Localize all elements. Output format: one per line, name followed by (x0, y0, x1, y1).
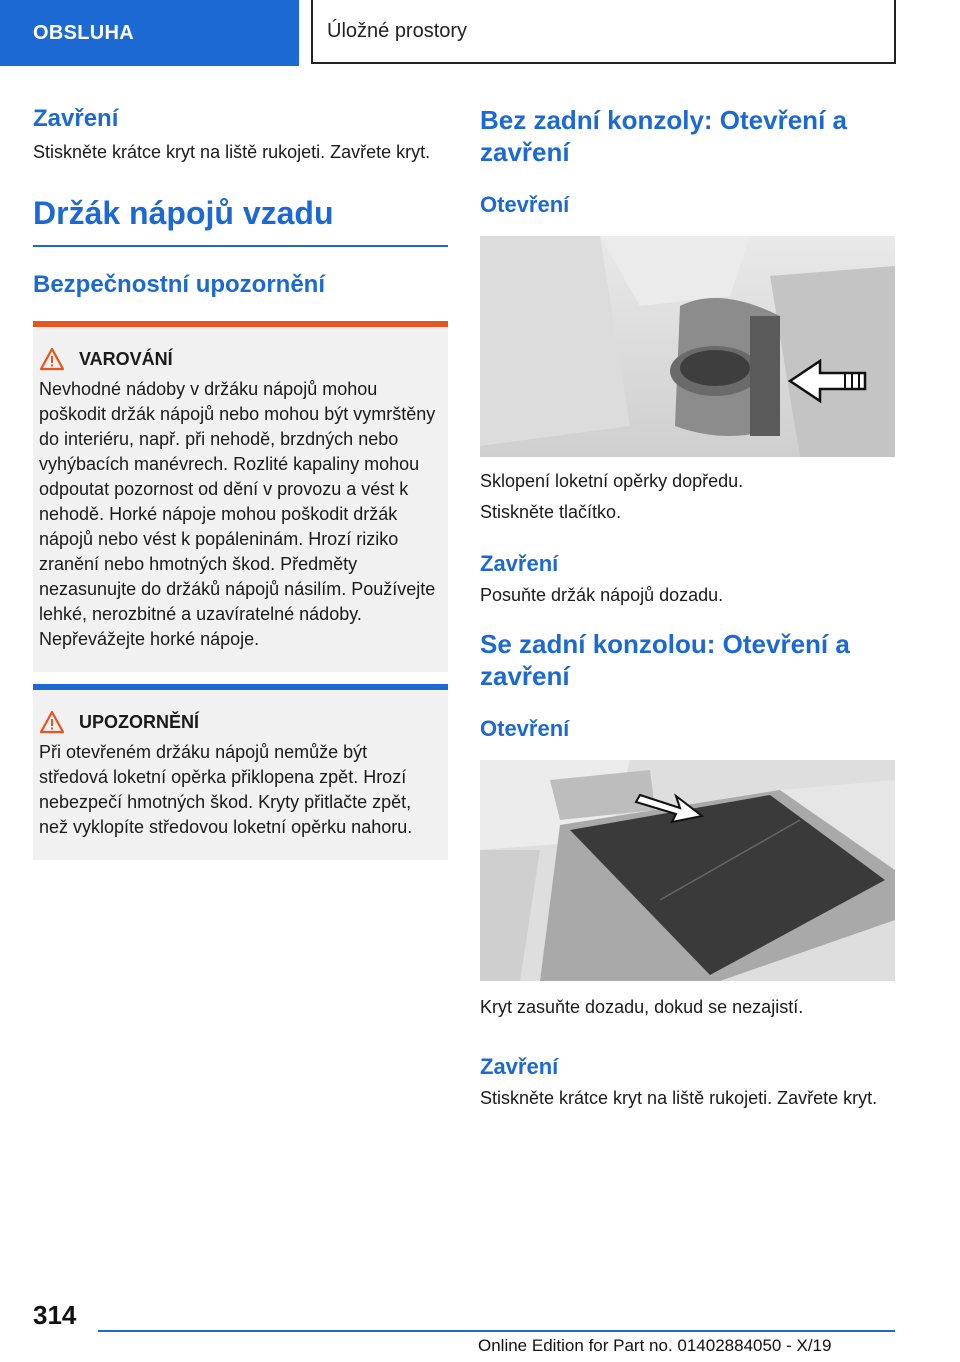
warning-title-row (39, 347, 440, 371)
open2-step1: Kryt zasuňte dozadu, dokud se nezajistí. (480, 997, 804, 1017)
safety-heading: Bezpečnostní upozornění (33, 271, 326, 298)
notice-title-row (39, 710, 440, 734)
notice-box (33, 684, 448, 860)
heading-rule (33, 245, 448, 247)
open1-step1: Sklopení loketní opěrky dopředu. (480, 471, 744, 491)
section-label: OBSLUHA (33, 21, 134, 44)
close-heading: Zavření (33, 105, 119, 132)
console-illustration (480, 760, 895, 981)
warning-box (33, 321, 448, 672)
cupholder-illustration (480, 236, 895, 457)
edition-text: Online Edition for Part no. 01402884050 - X/19 (478, 1336, 832, 1355)
console-image-icon (480, 760, 895, 981)
open1-step2: Stiskněte tlačítko. (480, 502, 622, 522)
page-number: 314 (33, 1300, 77, 1330)
notice-title: UPOZORNĚNÍ (79, 711, 200, 732)
section2-heading: Se zadní konzolou: Otevření a zavření (480, 629, 850, 691)
open2-heading: Otevření (480, 716, 570, 741)
warning-triangle-icon (39, 710, 65, 734)
left-column (33, 100, 448, 860)
warning-title: VAROVÁNÍ (79, 348, 173, 369)
close-text: Stiskněte krátce kryt na liště rukojeti. Zavřete kryt. (33, 142, 431, 162)
close2-heading: Zavření (480, 1054, 559, 1079)
section-tab (0, 0, 299, 66)
close1-text: Posuňte držák nápojů dozadu. (480, 585, 724, 605)
cupholder-image-icon (480, 236, 895, 457)
main-heading: Držák nápojů vzadu (33, 195, 334, 231)
close2-text: Stiskněte krátce kryt na liště rukojeti. Zavřete kryt. (480, 1088, 878, 1108)
chapter-label: Úložné prostory (327, 19, 468, 42)
open1-heading: Otevření (480, 192, 570, 217)
footer-rule (98, 1330, 895, 1332)
notice-text: Při otevřeném držáku nápojů nemůže být středová loketní opěrka přiklopena zpět. Hrozí nebezpečí hmotných škod. Kryty přitlačte zpět, než vyklopíte středovou loketní opěrku nahoru. (39, 742, 413, 837)
right-column (480, 100, 895, 1111)
chapter-tab (311, 0, 896, 64)
warning-text: Nevhodné nádoby v držáku nápojů mohou poškodit držák nápojů nebo mohou být vymrštěny do interiéru, např. při nehodě, brzdných nebo vyhýbacích manévrech. Rozlité kapaliny mohou odpoutat pozornost od dění v provozu a vést k nehodě. Horké nápoje mohou poškodit držák nápojů nebo vést k popáleninám. Hrozí riziko zranění nebo hmotných škod. Předměty nezasunujte do držáků nápojů násilím. Používejte lehké, nerozbitné a uzavíratelné nádoby. Nepřevážejte horké nápoje. (39, 379, 436, 649)
close1-heading: Zavření (480, 551, 559, 576)
section1-heading: Bez zadní konzoly: Otevření a zavření (480, 105, 847, 167)
warning-triangle-icon (39, 347, 65, 371)
